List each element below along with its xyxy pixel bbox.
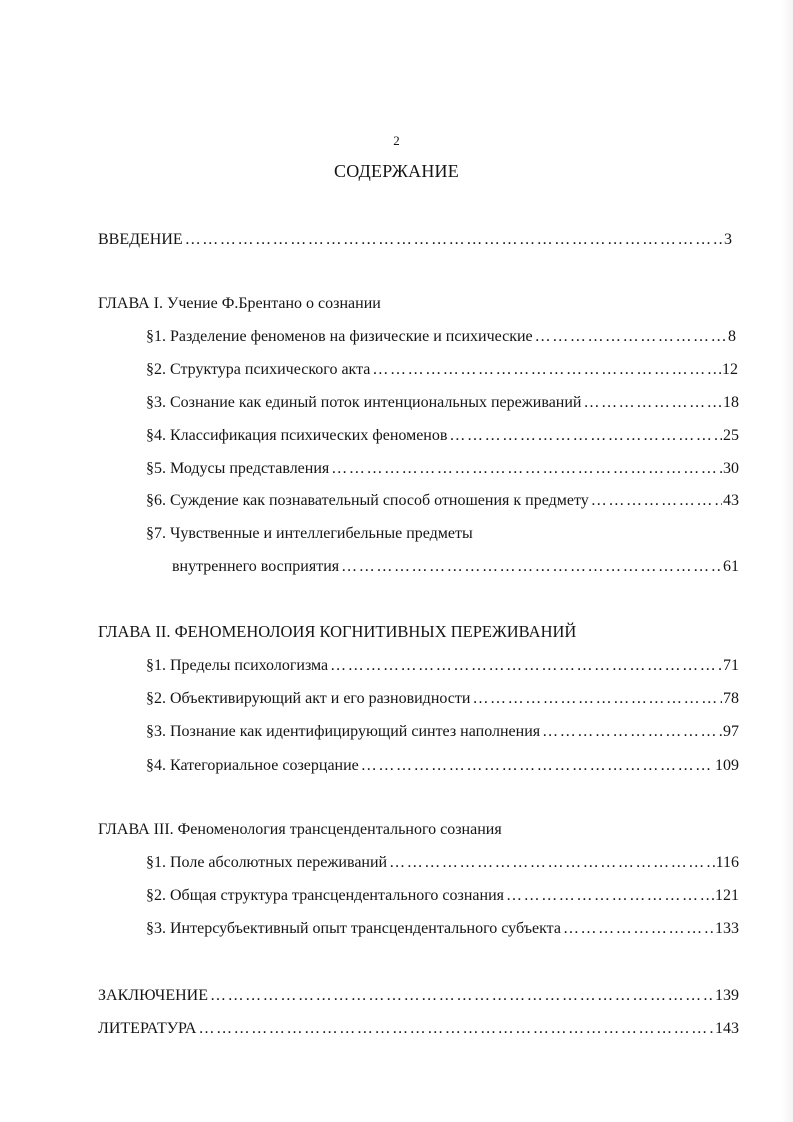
toc-page-number: 18 (723, 394, 739, 411)
page-title: СОДЕРЖАНИЕ (334, 161, 459, 181)
toc-label: ЛИТЕРАТУРА (98, 1020, 197, 1037)
toc-label: §2. Объективирующий акт и его разновидности (146, 690, 471, 707)
toc-entry-ch1-s7-continuation[interactable] (172, 556, 739, 578)
toc-entry-ch2-s4[interactable] (146, 755, 739, 777)
dot-leader (472, 688, 722, 710)
toc-label: ВВЕДЕНИЕ (98, 231, 183, 248)
toc-entry-ch3-s2[interactable] (146, 885, 739, 907)
toc-entry-introduction[interactable] (98, 229, 732, 251)
dot-leader (198, 1018, 714, 1040)
toc-label: §1. Пределы психологизма (146, 657, 329, 674)
toc-entry-ch1-s6[interactable] (146, 490, 739, 512)
toc-entry-ch1-s5[interactable] (146, 458, 739, 480)
toc-label: ЗАКЛЮЧЕНИЕ (98, 987, 208, 1004)
toc-entry-ch1-s7[interactable]: §7. Чувственные и интеллегибельные предметы (146, 525, 473, 542)
toc-page-number: 43 (723, 492, 739, 509)
toc-entry-ch2-s2[interactable] (146, 688, 739, 710)
toc-label: §2. Структура психического акта (146, 361, 371, 378)
dot-leader (563, 918, 714, 940)
toc-page-number: 116 (715, 854, 739, 871)
toc-label: §5. Модусы представления (146, 460, 330, 477)
toc-entry-literature[interactable] (98, 1018, 739, 1040)
toc-label: §4. Классификация психических феноменов (146, 427, 448, 444)
toc-page-number: 133 (715, 920, 739, 937)
toc-label: §4. Категориальное созерцание (146, 757, 359, 774)
toc-entry-ch1-s3[interactable] (146, 392, 739, 414)
toc-page-number: 8 (728, 328, 736, 345)
toc-entry-ch3-s3[interactable] (146, 918, 739, 940)
toc-page-number: 121 (715, 887, 739, 904)
dot-leader (185, 229, 723, 251)
dot-leader (449, 425, 722, 447)
dot-leader (372, 359, 721, 381)
toc-label: §6. Суждение как познавательный способ отношения к предмету (146, 492, 589, 509)
toc-label: §3. Познание как идентифицирующий синтез наполнения (146, 723, 541, 740)
toc-label: внутреннего восприятия (172, 558, 340, 575)
toc-page-number: 143 (715, 1020, 739, 1037)
toc-page-number: 139 (715, 987, 739, 1004)
toc-label: §1. Разделение феноменов на физические и психические (146, 328, 533, 345)
toc-page-number: 30 (723, 460, 739, 477)
toc-entry-ch1-s2[interactable] (146, 359, 738, 381)
toc-entry-ch2-s3[interactable] (146, 721, 739, 743)
toc-page-number: 3 (724, 231, 732, 248)
chapter-2-heading: ГЛАВА II. ФЕНОМЕНОЛОИЯ КОГНИТИВНЫХ ПЕРЕЖИВАНИЙ (98, 622, 577, 641)
chapter-3-heading: ГЛАВА III. Феноменология трансцендентального сознания (98, 821, 502, 838)
dot-leader (542, 721, 722, 743)
toc-label: §3. Интерсубъективный опыт трансцендентального субъекта (146, 920, 561, 937)
dot-leader (535, 326, 727, 348)
toc-page-number: 71 (723, 657, 739, 674)
dot-leader (210, 985, 714, 1007)
dot-leader (583, 392, 722, 414)
dot-leader (389, 852, 714, 874)
toc-label: §1. Поле абсолютных переживаний (146, 854, 388, 871)
toc-entry-ch1-s4[interactable] (146, 425, 739, 447)
toc-entry-ch2-s1[interactable] (146, 655, 739, 677)
toc-page-number: 109 (715, 757, 739, 774)
dot-leader (331, 458, 722, 480)
toc-page-number: 61 (723, 558, 739, 575)
toc-label: §2. Общая структура трансцендентального сознания (146, 887, 504, 904)
toc-entry-ch1-s1[interactable] (146, 326, 736, 348)
toc-page-number: 25 (723, 427, 739, 444)
page-number: 2 (393, 133, 400, 148)
dot-leader (506, 885, 714, 907)
toc-entry-conclusion[interactable] (98, 985, 739, 1007)
toc-label: §3. Сознание как единый поток интенциональных переживаний (146, 394, 582, 411)
dot-leader (330, 655, 722, 677)
toc-page-number: 97 (723, 723, 739, 740)
dot-leader (341, 556, 722, 578)
toc-page-number: 12 (722, 361, 738, 378)
chapter-1-heading: ГЛАВА I. Учение Ф.Брентано о сознании (98, 295, 381, 312)
toc-page-number: 78 (723, 690, 739, 707)
toc-entry-ch3-s1[interactable] (146, 852, 739, 874)
dot-leader (361, 755, 714, 777)
dot-leader (591, 490, 722, 512)
